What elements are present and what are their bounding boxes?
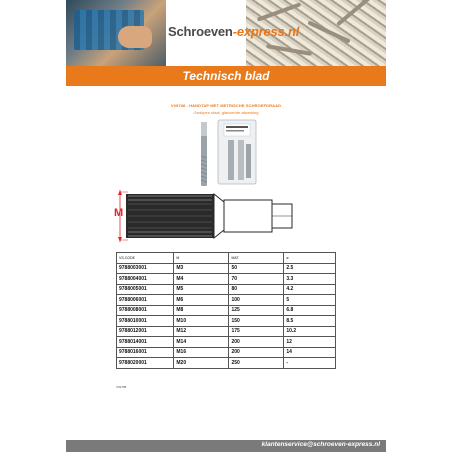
- page-title: Technisch blad: [66, 66, 386, 86]
- package-photo: [216, 118, 258, 186]
- tap-photo: [197, 120, 211, 188]
- table-row: [117, 274, 336, 285]
- table-header-row: [117, 253, 336, 264]
- table-row: [117, 284, 336, 295]
- cell-code: 9788008001: [117, 305, 174, 316]
- cell-mat: 250: [229, 358, 284, 369]
- cell-diameter: 14: [284, 347, 336, 358]
- header-diameter: ø: [284, 253, 336, 264]
- cell-code: 9788005001: [117, 284, 174, 295]
- cell-diameter: 10.2: [284, 326, 336, 337]
- shank-section: [224, 200, 272, 232]
- product-subtitle: Gedopen staal, glanzende afwerking: [193, 110, 259, 115]
- logo-brand: Schroeven: [168, 24, 233, 39]
- table-row: [117, 326, 336, 337]
- cell-diameter: 3.3: [284, 274, 336, 285]
- footer-bar: [66, 440, 386, 452]
- table-row: [117, 305, 336, 316]
- cell-diameter: 8.5: [284, 316, 336, 327]
- hand-image: [118, 26, 152, 48]
- cell-diameter: 6.8: [284, 305, 336, 316]
- cell-code: 9788006001: [117, 295, 174, 306]
- cell-mat: 80: [229, 284, 284, 295]
- table-body: [117, 263, 336, 368]
- screw-shape: [336, 0, 374, 26]
- cell-mat: 200: [229, 337, 284, 348]
- tap-technical-drawing: [108, 184, 348, 248]
- table-row: [117, 358, 336, 369]
- cell-diameter: 2.5: [284, 263, 336, 274]
- site-logo[interactable]: [168, 24, 299, 39]
- cell-m: M4: [174, 274, 229, 285]
- cell-diameter: -: [284, 358, 336, 369]
- workshop-photo: [66, 0, 166, 66]
- logo-suffix: -express.nl: [232, 24, 300, 39]
- cell-code: 9788004001: [117, 274, 174, 285]
- cell-m: M20: [174, 358, 229, 369]
- cell-code: 9788012001: [117, 326, 174, 337]
- screw-shape: [266, 44, 312, 56]
- cell-mat: 200: [229, 347, 284, 358]
- cell-m: M8: [174, 305, 229, 316]
- header-mat: MAT: [229, 253, 284, 264]
- cell-m: M12: [174, 326, 229, 337]
- table-row: [117, 337, 336, 348]
- footnote: V09788: [116, 385, 127, 389]
- contact-email-link[interactable]: klantenservice@schroeven-express.nl: [261, 441, 380, 448]
- cell-m: M5: [174, 284, 229, 295]
- cell-diameter: 12: [284, 337, 336, 348]
- header-code: VS-CODE: [117, 253, 174, 264]
- table-row: [117, 263, 336, 274]
- cell-code: 9788016001: [117, 347, 174, 358]
- screw-shape: [257, 2, 302, 21]
- table-row: [117, 347, 336, 358]
- product-name: V09788 - HANDTAP MET METRISCHE SCHROEFDRAAD: [170, 103, 282, 108]
- dimension-label-m: M: [114, 207, 124, 219]
- cell-code: 9788020001: [117, 358, 174, 369]
- cell-mat: 175: [229, 326, 284, 337]
- arrow-up-icon: [118, 190, 122, 195]
- cell-mat: 50: [229, 263, 284, 274]
- cell-m: M3: [174, 263, 229, 274]
- cell-m: M6: [174, 295, 229, 306]
- cell-mat: 150: [229, 316, 284, 327]
- cell-m: M14: [174, 337, 229, 348]
- cell-code: 9788014001: [117, 337, 174, 348]
- screw-shape: [307, 20, 350, 43]
- cell-diameter: 5: [284, 295, 336, 306]
- cell-mat: 70: [229, 274, 284, 285]
- spec-table: [116, 252, 336, 369]
- cell-diameter: 4.2: [284, 284, 336, 295]
- cell-m: M10: [174, 316, 229, 327]
- cell-code: 9788010001: [117, 316, 174, 327]
- cell-code: 9788003001: [117, 263, 174, 274]
- cell-mat: 100: [229, 295, 284, 306]
- cell-mat: 125: [229, 305, 284, 316]
- table-row: [117, 316, 336, 327]
- arrow-down-icon: [118, 237, 122, 242]
- table-row: [117, 295, 336, 306]
- header-m: M: [174, 253, 229, 264]
- cell-m: M16: [174, 347, 229, 358]
